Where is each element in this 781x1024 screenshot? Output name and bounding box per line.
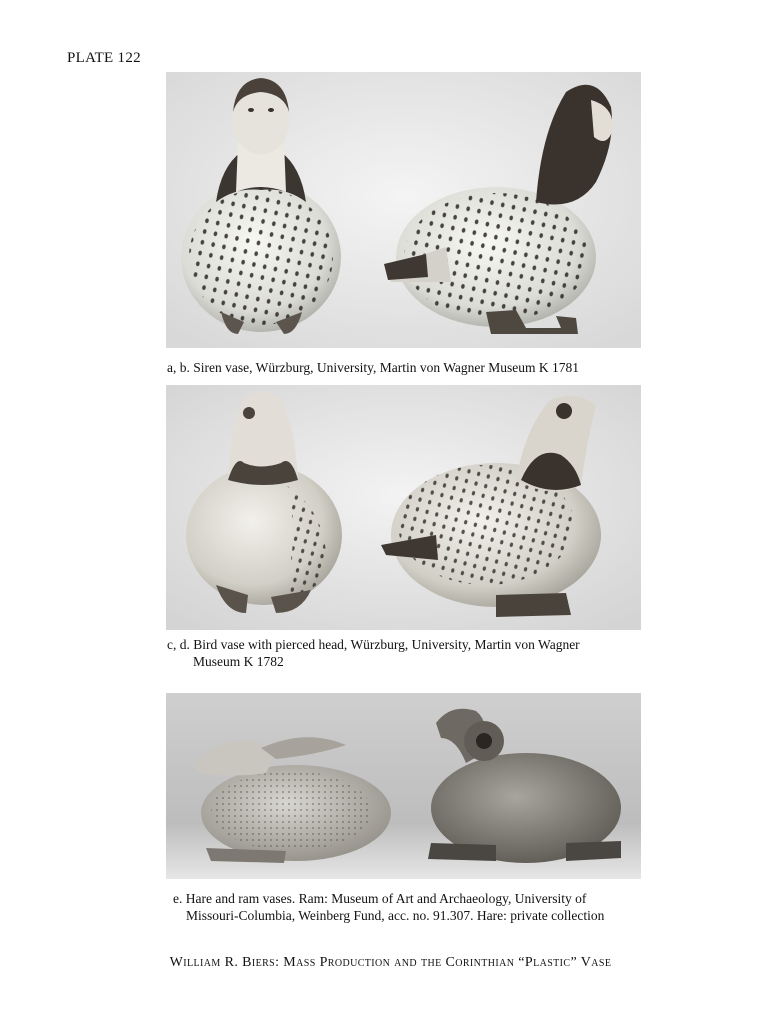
- caption-text: a, b. Siren vase, Würzburg, University, Martin von Wagner Museum K 1781: [167, 360, 579, 375]
- caption-figure-ab: [167, 359, 579, 376]
- caption-figure-e: [173, 890, 604, 924]
- running-footer: William R. Biers: Mass Production and the Corinthian “Plastic” Vase: [169, 955, 612, 970]
- caption-continuation: Museum K 1782: [193, 654, 284, 669]
- photo-bird-vase: [166, 385, 641, 630]
- caption-continuation: Missouri-Columbia, Weinberg Fund, acc. no. 91.307. Hare: private collection: [186, 908, 605, 923]
- caption-text: c, d. Bird vase with pierced head, Würzburg, University, Martin von Wagner: [167, 637, 580, 652]
- caption-figure-cd: [167, 636, 580, 670]
- photo-hare-ram-vases: [166, 693, 641, 879]
- photo-siren-vase: [166, 72, 641, 348]
- caption-text: e. Hare and ram vases. Ram: Museum of Art and Archaeology, University of: [173, 891, 587, 906]
- plate-number: PLATE 122: [67, 50, 141, 66]
